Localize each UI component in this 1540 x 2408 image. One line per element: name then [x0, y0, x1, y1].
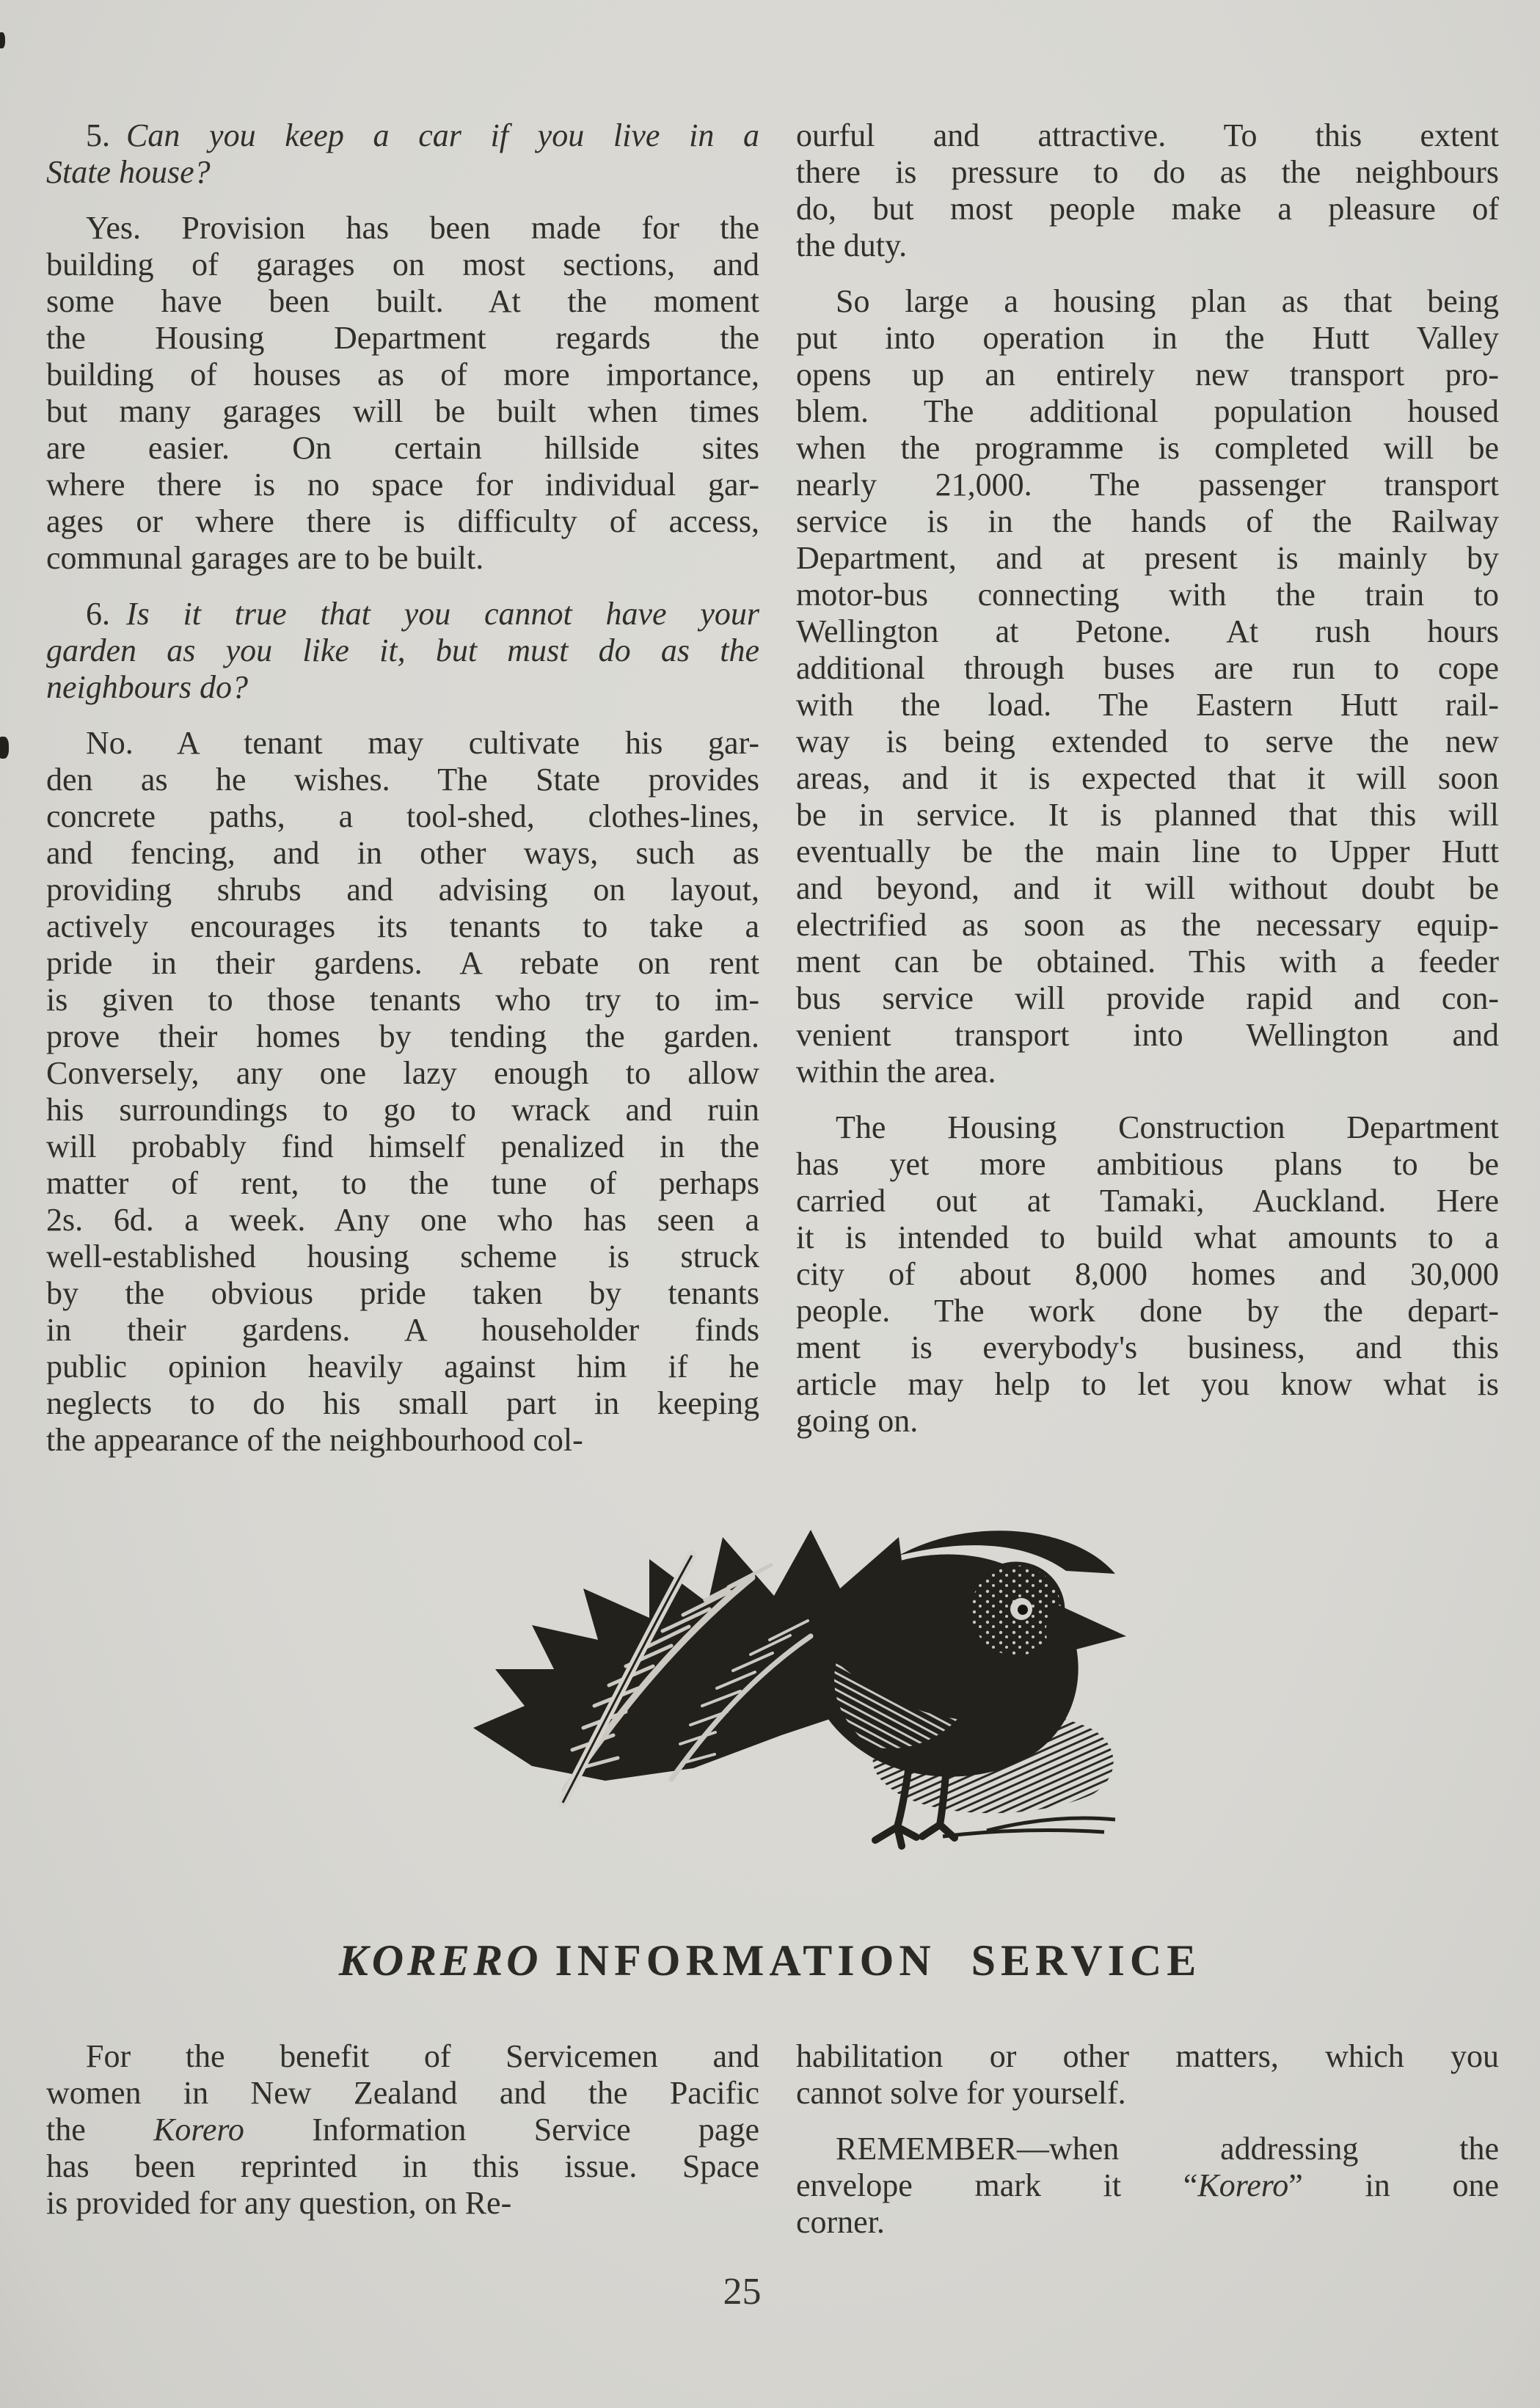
text-line: actively encourages its tenants to take a [46, 908, 759, 944]
text-line: garden as you like it, but must do as the [46, 632, 759, 668]
text-line: article may help to let you know what is [796, 1366, 1499, 1402]
text-line: well-established housing scheme is struck [46, 1238, 759, 1274]
text-line: nearly 21,000. The passenger transport [796, 467, 1499, 503]
text-line: matter of rent, to the tune of perhaps [46, 1165, 759, 1201]
text-line: neighbours do? [46, 669, 248, 705]
text-line: areas, and it is expected that it will soon [796, 760, 1499, 796]
page-number: 25 [723, 2271, 762, 2313]
text-line: habilitation or other matters, which you [796, 2038, 1499, 2074]
text-line: is provided for any question, on Re- [46, 2185, 512, 2221]
question-paragraph [46, 596, 759, 706]
page-title [0, 1934, 1540, 1987]
text-line: within the area. [796, 1054, 996, 1090]
text-line: do, but most people make a pleasure of [796, 191, 1499, 227]
text-line: Conversely, any one lazy enough to allow [46, 1055, 759, 1091]
text-line: Yes. Provision has been made for the [86, 210, 759, 246]
text-line: has yet more ambitious plans to be [796, 1146, 1499, 1182]
text-line: service is in the hands of the Railway [796, 503, 1499, 539]
text-line: eventually be the main line to Upper Hutt [796, 833, 1499, 869]
body-paragraph [46, 210, 759, 577]
text-line: Department, and at present is mainly by [796, 540, 1499, 576]
text-line: envelope mark it “Korero” in one [796, 2167, 1499, 2203]
text-line: pride in their gardens. A rebate on rent [46, 945, 759, 981]
text-line: put into operation in the Hutt Valley [796, 320, 1499, 356]
text-line: prove their homes by tending the garden. [46, 1018, 759, 1054]
text-line: people. The work done by the depart- [796, 1293, 1499, 1329]
text-line: motor-bus connecting with the train to [796, 577, 1499, 613]
text-line: public opinion heavily against him if he [46, 1349, 759, 1384]
text-line: his surroundings to go to wrack and ruin [46, 1092, 759, 1128]
text-line: has been reprinted in this issue. Space [46, 2148, 759, 2184]
text-line: but many garages will be built when times [46, 393, 759, 429]
text-column-top-left [46, 117, 759, 1459]
question-paragraph [46, 117, 759, 191]
weka-fern-illustration [429, 1486, 1126, 1856]
title-rest: INFORMATION SERVICE [555, 1936, 1202, 1985]
text-line: venient transport into Wellington and [796, 1017, 1499, 1053]
text-line: carried out at Tamaki, Auckland. Here [796, 1183, 1499, 1219]
text-line: by the obvious pride taken by tenants [46, 1275, 759, 1311]
text-line: it is intended to build what amounts to a [796, 1219, 1499, 1255]
text-line: ourful and attractive. To this extent [796, 117, 1499, 153]
text-line: Wellington at Petone. At rush hours [796, 613, 1499, 649]
text-line: the appearance of the neighbourhood col- [46, 1422, 583, 1458]
text-line: den as he wishes. The State provides [46, 762, 759, 798]
text-line: ment can be obtained. This with a feeder [796, 944, 1499, 979]
text-line: 2s. 6d. a week. Any one who has seen a [46, 1202, 759, 1238]
text-line: bus service will provide rapid and con- [796, 980, 1499, 1016]
text-line: going on. [796, 1403, 919, 1439]
text-line: electrified as soon as the necessary equip- [796, 907, 1499, 943]
text-line: be in service. It is planned that this will [796, 797, 1499, 833]
text-line: neglects to do his small part in keeping [46, 1385, 759, 1421]
text-line: with the load. The Eastern Hutt rail- [796, 687, 1499, 723]
text-line: where there is no space for individual gar- [46, 467, 759, 503]
text-line: cannot solve for yourself. [796, 2075, 1126, 2111]
text-line: building of houses as of more importance, [46, 357, 759, 393]
text-line: opens up an entirely new transport pro- [796, 357, 1499, 393]
text-line: will probably find himself penalized in the [46, 1128, 759, 1164]
text-line: 6. Is it true that you cannot have your [86, 596, 759, 632]
text-line: additional through buses are run to cope [796, 650, 1499, 686]
text-line: there is pressure to do as the neighbours [796, 154, 1499, 190]
text-column-top-right [796, 117, 1499, 1440]
text-line: blem. The additional population housed [796, 393, 1499, 429]
text-line: city of about 8,000 homes and 30,000 [796, 1256, 1499, 1292]
text-line: women in New Zealand and the Pacific [46, 2075, 759, 2111]
text-line: 5. Can you keep a car if you live in a [86, 117, 759, 153]
text-line: building of garages on most sections, and [46, 247, 759, 282]
text-column-bottom-left [46, 2038, 759, 2222]
text-line: So large a housing plan as that being [836, 283, 1499, 319]
text-line: providing shrubs and advising on layout, [46, 872, 759, 908]
text-line: State house? [46, 154, 211, 190]
text-line: and beyond, and it will without doubt be [796, 870, 1499, 906]
text-line: is given to those tenants who try to im- [46, 982, 759, 1018]
text-column-bottom-right [796, 2038, 1499, 2241]
text-line: communal garages are to be built. [46, 540, 484, 576]
text-line: ment is everybody's business, and this [796, 1329, 1499, 1365]
body-paragraph [796, 117, 1499, 264]
text-line: concrete paths, a tool-shed, clothes-lines, [46, 798, 759, 834]
title-korero: KORERO [338, 1936, 542, 1985]
text-line: are easier. On certain hillside sites [46, 430, 759, 466]
text-line: The Housing Construction Department [836, 1109, 1499, 1145]
text-line: For the benefit of Servicemen and [86, 2038, 759, 2074]
body-paragraph [796, 2131, 1499, 2241]
text-line: in their gardens. A householder finds [46, 1312, 759, 1348]
body-paragraph [46, 2038, 759, 2222]
body-paragraph [796, 1109, 1499, 1440]
text-line: way is being extended to serve the new [796, 723, 1499, 759]
text-line: the Korero Information Service page [46, 2112, 759, 2148]
text-line: some have been built. At the moment [46, 283, 759, 319]
text-line: when the programme is completed will be [796, 430, 1499, 466]
ink-speck [0, 32, 5, 48]
body-paragraph [46, 725, 759, 1459]
text-line: corner. [796, 2204, 885, 2240]
text-line: REMEMBER—when addressing the [836, 2131, 1499, 2167]
body-paragraph [796, 2038, 1499, 2112]
body-paragraph [796, 283, 1499, 1090]
text-line: ages or where there is difficulty of access, [46, 503, 759, 539]
text-line: the Housing Department regards the [46, 320, 759, 356]
text-line: the duty. [796, 227, 908, 263]
ink-speck [0, 737, 9, 759]
text-line: No. A tenant may cultivate his gar- [86, 725, 759, 761]
text-line: and fencing, and in other ways, such as [46, 835, 759, 871]
